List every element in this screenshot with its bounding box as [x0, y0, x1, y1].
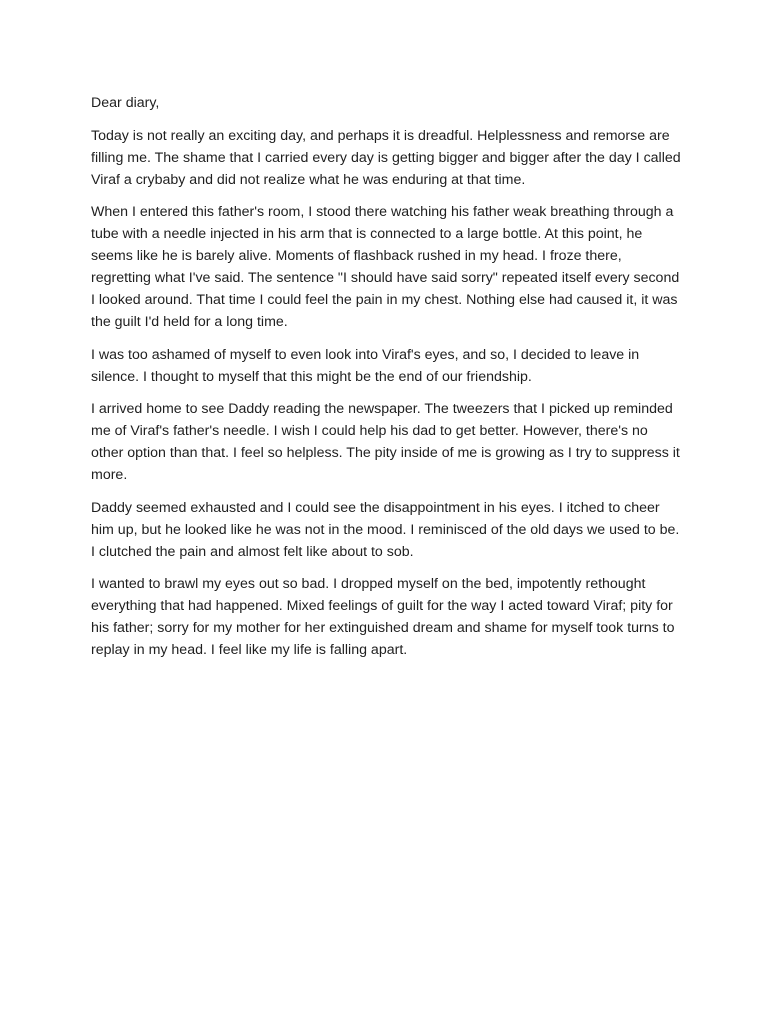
paragraph-4: I arrived home to see Daddy reading the newspaper. The tweezers that I picked up reminded me of Viraf's father's needle. I wish I could help his dad to get better. However, there's no other option than that. I feel so helpless. The pity inside of me is growing as I try to suppress it more.: [91, 401, 680, 483]
paragraph-6: I wanted to brawl my eyes out so bad. I dropped myself on the bed, impotently rethought everything that had happened. Mixed feelings of guilt for the way I acted toward Viraf; pity for his father; sorry for my mother for her extinguished dream and shame for myself took turns to replay in my head. I feel like my life is falling apart.: [91, 576, 675, 658]
paragraph-3: I was too ashamed of myself to even look into Viraf's eyes, and so, I decided to leave in silence. I thought to myself that this might be the end of our friendship.: [91, 346, 640, 385]
salutation: Dear diary,: [91, 95, 160, 111]
paragraph-1: Today is not really an exciting day, and perhaps it is dreadful. Helplessness and remorse are filling me. The shame that I carried every day is getting bigger and bigger after the day I called Viraf a crybaby and did not realize what he was enduring at that time.: [91, 127, 681, 188]
diary-entry: [91, 92, 681, 672]
paragraph-2: When I entered this father's room, I stood there watching his father weak breathing through a tube with a needle injected in his arm that is connected to a large bottle. At this point, he seems like he is barely alive. Moments of flashback rushed in my head. I froze there, regretting what I've said. The sentence "I should have said sorry" repeated itself every second I looked around. That time I could feel the pain in my chest. Nothing else had caused it, it was the guilt I'd held for a long time.: [91, 204, 680, 330]
paragraph-5: Daddy seemed exhausted and I could see the disappointment in his eyes. I itched to cheer him up, but he looked like he was not in the mood. I reminisced of the old days we used to be. I clutched the pain and almost felt like about to sob.: [91, 499, 680, 560]
